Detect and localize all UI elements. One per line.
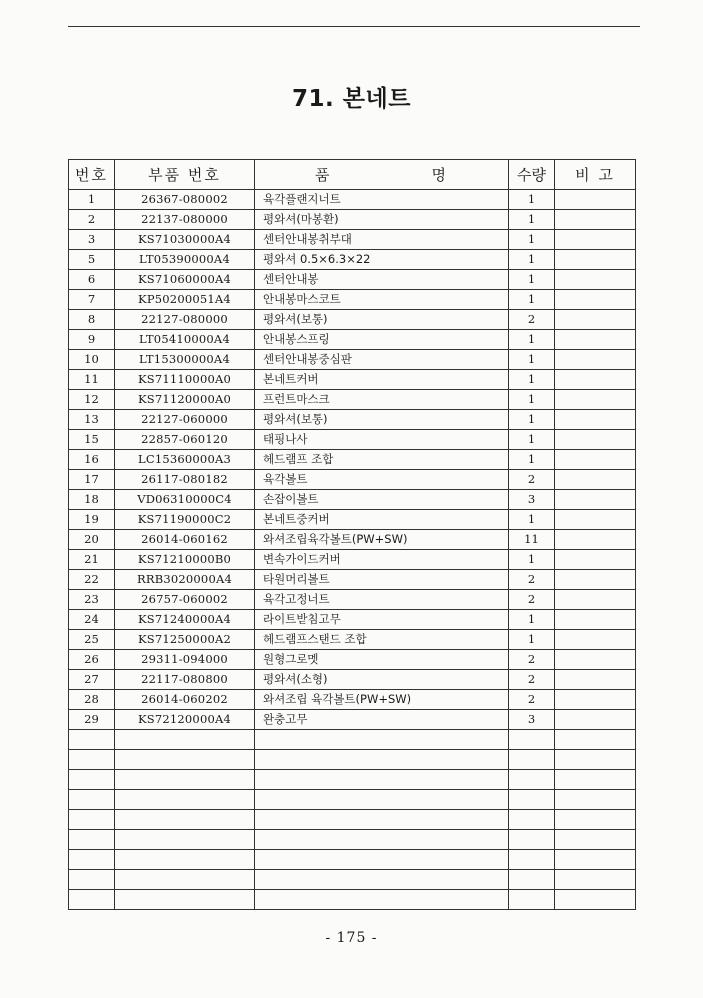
table-row: [69, 690, 636, 710]
cell-no: 26: [69, 650, 115, 670]
table-row: [69, 490, 636, 510]
cell-remark: [555, 390, 636, 410]
cell-no: [69, 830, 115, 850]
header-name-2: 명: [431, 166, 448, 184]
cell-part-no: VD06310000C4: [115, 490, 255, 510]
cell-name: [255, 770, 509, 790]
cell-no: 9: [69, 330, 115, 350]
cell-remark: [555, 350, 636, 370]
cell-no: 28: [69, 690, 115, 710]
empty-row: [69, 810, 636, 830]
cell-part-no: [115, 810, 255, 830]
empty-row: [69, 770, 636, 790]
cell-no: 21: [69, 550, 115, 570]
cell-name: [255, 790, 509, 810]
cell-name: [255, 890, 509, 910]
cell-name: [255, 810, 509, 830]
cell-name: 센터안내봉취부대: [255, 230, 509, 250]
cell-qty: [509, 890, 555, 910]
cell-qty: 2: [509, 650, 555, 670]
cell-qty: [509, 790, 555, 810]
cell-part-no: KS71120000A0: [115, 390, 255, 410]
cell-remark: [555, 190, 636, 210]
cell-no: 15: [69, 430, 115, 450]
cell-part-no: KS71030000A4: [115, 230, 255, 250]
cell-part-no: KS71210000B0: [115, 550, 255, 570]
cell-part-no: 22857-060120: [115, 430, 255, 450]
cell-no: [69, 890, 115, 910]
cell-remark: [555, 710, 636, 730]
cell-name: 손잡이볼트: [255, 490, 509, 510]
cell-part-no: KS71240000A4: [115, 610, 255, 630]
cell-no: 16: [69, 450, 115, 470]
cell-qty: 2: [509, 590, 555, 610]
cell-remark: [555, 370, 636, 390]
cell-name: [255, 830, 509, 850]
cell-name: 헤드램프스탠드 조합: [255, 630, 509, 650]
cell-name: 육각볼트: [255, 470, 509, 490]
table-row: [69, 550, 636, 570]
cell-remark: [555, 830, 636, 850]
cell-no: 11: [69, 370, 115, 390]
cell-name: 안내봉스프링: [255, 330, 509, 350]
cell-no: [69, 750, 115, 770]
cell-qty: [509, 730, 555, 750]
table-row: [69, 710, 636, 730]
cell-name: [255, 870, 509, 890]
cell-remark: [555, 730, 636, 750]
cell-qty: 1: [509, 430, 555, 450]
cell-remark: [555, 630, 636, 650]
cell-name: 태핑나사: [255, 430, 509, 450]
cell-remark: [555, 890, 636, 910]
cell-qty: [509, 850, 555, 870]
page-number: - 175 -: [325, 930, 378, 946]
cell-remark: [555, 570, 636, 590]
cell-part-no: LC15360000A3: [115, 450, 255, 470]
cell-name: 원형그로멧: [255, 650, 509, 670]
cell-qty: 2: [509, 570, 555, 590]
cell-part-no: LT05410000A4: [115, 330, 255, 350]
table-row: [69, 230, 636, 250]
cell-part-no: 22117-080800: [115, 670, 255, 690]
cell-remark: [555, 650, 636, 670]
cell-part-no: 26367-080002: [115, 190, 255, 210]
cell-part-no: [115, 730, 255, 750]
cell-name: 평와셔(마봉환): [255, 210, 509, 230]
cell-part-no: [115, 790, 255, 810]
cell-no: 22: [69, 570, 115, 590]
cell-no: [69, 850, 115, 870]
cell-part-no: KS72120000A4: [115, 710, 255, 730]
cell-name: 평와셔(소형): [255, 670, 509, 690]
cell-part-no: KS71250000A2: [115, 630, 255, 650]
header-qty: 수량: [509, 160, 555, 190]
cell-remark: [555, 210, 636, 230]
cell-name: 라이트받침고무: [255, 610, 509, 630]
cell-remark: [555, 470, 636, 490]
table-row: [69, 470, 636, 490]
cell-part-no: [115, 750, 255, 770]
cell-qty: 2: [509, 670, 555, 690]
cell-part-no: KS71190000C2: [115, 510, 255, 530]
cell-no: 18: [69, 490, 115, 510]
cell-no: 19: [69, 510, 115, 530]
cell-part-no: KS71060000A4: [115, 270, 255, 290]
cell-qty: 1: [509, 370, 555, 390]
cell-remark: [555, 330, 636, 350]
cell-remark: [555, 510, 636, 530]
cell-no: [69, 810, 115, 830]
empty-row: [69, 830, 636, 850]
cell-part-no: [115, 870, 255, 890]
cell-name: 본네트중커버: [255, 510, 509, 530]
header-name: [255, 160, 509, 190]
cell-part-no: KS71110000A0: [115, 370, 255, 390]
header-name-1: 품: [315, 166, 332, 184]
table-row: [69, 570, 636, 590]
cell-qty: 1: [509, 610, 555, 630]
table-body: [69, 190, 636, 910]
cell-qty: [509, 810, 555, 830]
top-rule: [68, 26, 640, 27]
table-row: [69, 670, 636, 690]
cell-remark: [555, 290, 636, 310]
cell-qty: 11: [509, 530, 555, 550]
cell-part-no: [115, 890, 255, 910]
cell-remark: [555, 450, 636, 470]
cell-part-no: 22127-080000: [115, 310, 255, 330]
cell-remark: [555, 690, 636, 710]
cell-no: 27: [69, 670, 115, 690]
cell-remark: [555, 230, 636, 250]
cell-qty: 1: [509, 210, 555, 230]
cell-qty: 1: [509, 630, 555, 650]
cell-remark: [555, 610, 636, 630]
cell-qty: 1: [509, 390, 555, 410]
cell-part-no: LT15300000A4: [115, 350, 255, 370]
cell-qty: 1: [509, 410, 555, 430]
cell-no: 24: [69, 610, 115, 630]
table-row: [69, 650, 636, 670]
cell-qty: [509, 770, 555, 790]
cell-part-no: KP50200051A4: [115, 290, 255, 310]
cell-qty: 1: [509, 250, 555, 270]
empty-row: [69, 870, 636, 890]
cell-no: 7: [69, 290, 115, 310]
cell-part-no: [115, 830, 255, 850]
table-row: [69, 450, 636, 470]
cell-remark: [555, 550, 636, 570]
header-no: 번호: [69, 160, 115, 190]
cell-remark: [555, 270, 636, 290]
cell-part-no: RRB3020000A4: [115, 570, 255, 590]
table-row: [69, 310, 636, 330]
table-row: [69, 390, 636, 410]
cell-name: 평와셔(보통): [255, 310, 509, 330]
cell-qty: 3: [509, 710, 555, 730]
table-row: [69, 590, 636, 610]
cell-part-no: 26014-060162: [115, 530, 255, 550]
cell-name: 평와셔(보통): [255, 410, 509, 430]
table-row: [69, 370, 636, 390]
cell-no: 12: [69, 390, 115, 410]
cell-part-no: LT05390000A4: [115, 250, 255, 270]
cell-no: 13: [69, 410, 115, 430]
cell-qty: 2: [509, 310, 555, 330]
parts-table: [68, 159, 636, 910]
cell-qty: 1: [509, 290, 555, 310]
cell-part-no: 26117-080182: [115, 470, 255, 490]
cell-name: 센터안내봉중심판: [255, 350, 509, 370]
table-row: [69, 250, 636, 270]
cell-qty: [509, 870, 555, 890]
cell-qty: 2: [509, 470, 555, 490]
table-row: [69, 270, 636, 290]
cell-qty: [509, 750, 555, 770]
cell-remark: [555, 750, 636, 770]
cell-qty: 1: [509, 510, 555, 530]
cell-name: 와셔조립 육각볼트(PW+SW): [255, 690, 509, 710]
empty-row: [69, 890, 636, 910]
cell-remark: [555, 770, 636, 790]
cell-part-no: [115, 850, 255, 870]
cell-name: 와셔조립육각볼트(PW+SW): [255, 530, 509, 550]
cell-qty: 1: [509, 550, 555, 570]
cell-no: [69, 730, 115, 750]
cell-part-no: 22127-060000: [115, 410, 255, 430]
table-row: [69, 330, 636, 350]
table-row: [69, 530, 636, 550]
cell-name: 육각고정너트: [255, 590, 509, 610]
cell-name: 헤드램프 조합: [255, 450, 509, 470]
cell-part-no: 26757-060002: [115, 590, 255, 610]
cell-name: 안내봉마스코트: [255, 290, 509, 310]
table-row: [69, 630, 636, 650]
cell-no: 5: [69, 250, 115, 270]
header-remark: 비 고: [555, 160, 636, 190]
cell-no: 8: [69, 310, 115, 330]
cell-part-no: 22137-080000: [115, 210, 255, 230]
table-row: [69, 350, 636, 370]
cell-name: [255, 850, 509, 870]
cell-part-no: [115, 770, 255, 790]
table-row: [69, 190, 636, 210]
cell-remark: [555, 250, 636, 270]
cell-name: 본네트커버: [255, 370, 509, 390]
cell-part-no: 29311-094000: [115, 650, 255, 670]
cell-no: 23: [69, 590, 115, 610]
cell-no: 1: [69, 190, 115, 210]
table-header-row: [69, 160, 636, 190]
cell-no: 10: [69, 350, 115, 370]
cell-no: 17: [69, 470, 115, 490]
table-row: [69, 610, 636, 630]
cell-no: [69, 770, 115, 790]
cell-qty: 1: [509, 190, 555, 210]
cell-remark: [555, 430, 636, 450]
cell-remark: [555, 410, 636, 430]
cell-part-no: 26014-060202: [115, 690, 255, 710]
cell-no: 6: [69, 270, 115, 290]
cell-no: [69, 790, 115, 810]
header-part-no: 부품 번호: [115, 160, 255, 190]
table-row: [69, 430, 636, 450]
empty-row: [69, 750, 636, 770]
cell-remark: [555, 790, 636, 810]
empty-row: [69, 730, 636, 750]
cell-name: 타원머리볼트: [255, 570, 509, 590]
cell-no: 2: [69, 210, 115, 230]
cell-no: [69, 870, 115, 890]
cell-no: 25: [69, 630, 115, 650]
cell-remark: [555, 310, 636, 330]
empty-row: [69, 790, 636, 810]
cell-remark: [555, 850, 636, 870]
cell-qty: [509, 830, 555, 850]
cell-qty: 1: [509, 450, 555, 470]
cell-remark: [555, 870, 636, 890]
cell-qty: 1: [509, 230, 555, 250]
cell-qty: 3: [509, 490, 555, 510]
cell-remark: [555, 590, 636, 610]
cell-name: 완충고무: [255, 710, 509, 730]
cell-no: 29: [69, 710, 115, 730]
table-row: [69, 410, 636, 430]
cell-name: 프런트마스크: [255, 390, 509, 410]
cell-no: 20: [69, 530, 115, 550]
cell-qty: 1: [509, 350, 555, 370]
table-row: [69, 210, 636, 230]
empty-row: [69, 850, 636, 870]
cell-name: [255, 730, 509, 750]
cell-qty: 1: [509, 330, 555, 350]
table-row: [69, 510, 636, 530]
cell-qty: 2: [509, 690, 555, 710]
page-title: 71. 본네트: [292, 86, 411, 112]
cell-name: 평와셔 0.5×6.3×22: [255, 250, 509, 270]
table-row: [69, 290, 636, 310]
cell-name: 센터안내봉: [255, 270, 509, 290]
cell-qty: 1: [509, 270, 555, 290]
cell-name: [255, 750, 509, 770]
cell-no: 3: [69, 230, 115, 250]
cell-remark: [555, 530, 636, 550]
cell-remark: [555, 810, 636, 830]
cell-name: 변속가이드커버: [255, 550, 509, 570]
cell-remark: [555, 490, 636, 510]
cell-remark: [555, 670, 636, 690]
cell-name: 육각플랜지너트: [255, 190, 509, 210]
